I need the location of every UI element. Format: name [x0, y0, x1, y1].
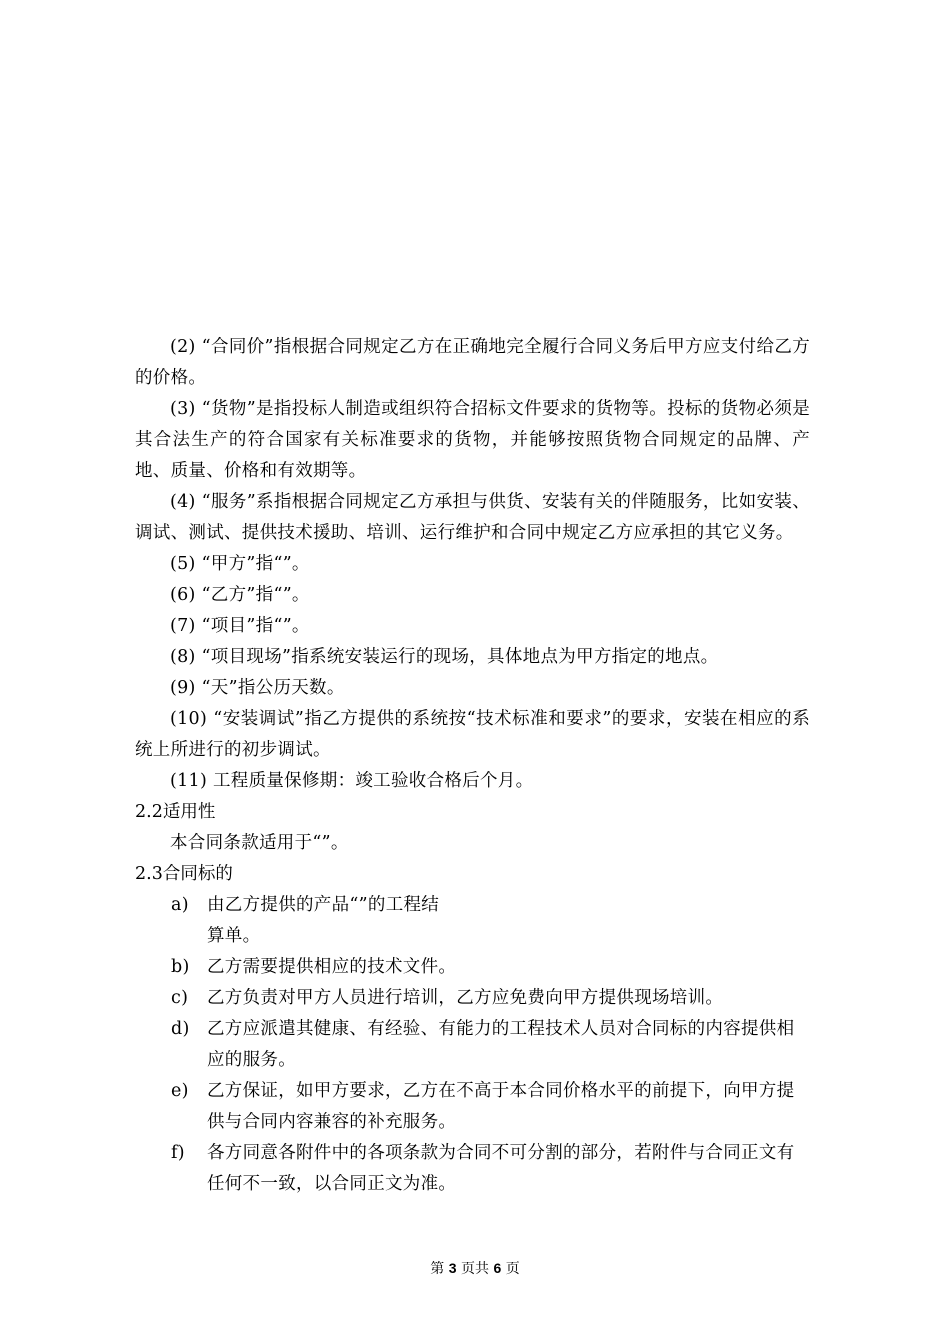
list-item-f — [135, 1138, 810, 1200]
list-item-text: 乙方负责对甲方人员进行培训，乙方应免费向甲方提供现场培训。 — [207, 988, 724, 1008]
section-heading-2-2: 2.2适用性 — [135, 802, 216, 822]
page-footer — [0, 1258, 950, 1279]
footer-total-pages: 6 — [493, 1260, 502, 1276]
list-item-text: 乙方保证，如甲方要求，乙方在不高于本合同价格水平的前提下，向甲方提供与合同内容兼容的补充服务。 — [207, 1081, 795, 1132]
section-body-2-2: 本合同条款适用于“”。 — [170, 833, 349, 853]
list-marker: d) — [171, 1019, 190, 1039]
definition-7: (7) “项目”指“”。 — [170, 616, 310, 636]
list-item-a-continuation — [135, 921, 810, 952]
list-marker: f) — [171, 1143, 185, 1163]
list-item-e — [135, 1076, 810, 1138]
list-marker: c) — [171, 988, 189, 1008]
list-item-continuation-text: 算单。 — [207, 926, 261, 946]
list-marker: e) — [171, 1081, 189, 1101]
list-item-text: 乙方应派遣其健康、有经验、有能力的工程技术人员对合同标的内容提供相应的服务。 — [207, 1019, 795, 1070]
page-content — [135, 332, 810, 1200]
definition-3: (3) “货物”是指投标人制造或组织符合招标文件要求的货物等。投标的货物必须是其合法生产的符合国家有关标准要求的货物，并能够按照货物合同规定的品牌、产地、质量、价格和有效期等。 — [135, 399, 810, 481]
definition-4: (4) “服务”系指根据合同规定乙方承担与供货、安装有关的伴随服务，比如安装、调试、测试、提供技术援助、培训、运行维护和合同中规定乙方应承担的其它义务。 — [135, 492, 810, 543]
list-item-text: 乙方需要提供相应的技术文件。 — [207, 957, 457, 977]
list-item-text: 由乙方提供的产品“”的工程结 — [207, 895, 440, 915]
definition-9: (9) “天”指公历天数。 — [170, 678, 345, 698]
definition-11: (11) 工程质量保修期：竣工验收合格后个月。 — [170, 771, 534, 791]
list-item-c — [135, 983, 810, 1014]
definition-5: (5) “甲方”指“”。 — [170, 554, 310, 574]
footer-middle: 页共 — [461, 1261, 489, 1277]
footer-suffix: 页 — [505, 1261, 520, 1277]
footer-prefix: 第 — [430, 1261, 445, 1277]
definition-6: (6) “乙方”指“”。 — [170, 585, 310, 605]
list-item-b — [135, 952, 810, 983]
list-item-d — [135, 1014, 810, 1076]
list-marker: a) — [171, 895, 189, 915]
definition-2: (2) “合同价”指根据合同规定乙方在正确地完全履行合同义务后甲方应支付给乙方的价格。 — [135, 337, 810, 388]
list-item-a — [135, 890, 810, 921]
list-item-text: 各方同意各附件中的各项条款为合同不可分割的部分，若附件与合同正文有任何不一致，以合同正文为准。 — [207, 1143, 795, 1194]
definition-10: (10) “安装调试”指乙方提供的系统按“技术标准和要求”的要求，安装在相应的系统上所进行的初步调试。 — [135, 709, 810, 760]
definition-8: (8) “项目现场”指系统安装运行的现场，具体地点为甲方指定的地点。 — [170, 647, 719, 667]
list-marker: b) — [171, 957, 190, 977]
section-heading-2-3: 2.3合同标的 — [135, 864, 233, 884]
footer-page-number: 3 — [448, 1260, 457, 1276]
